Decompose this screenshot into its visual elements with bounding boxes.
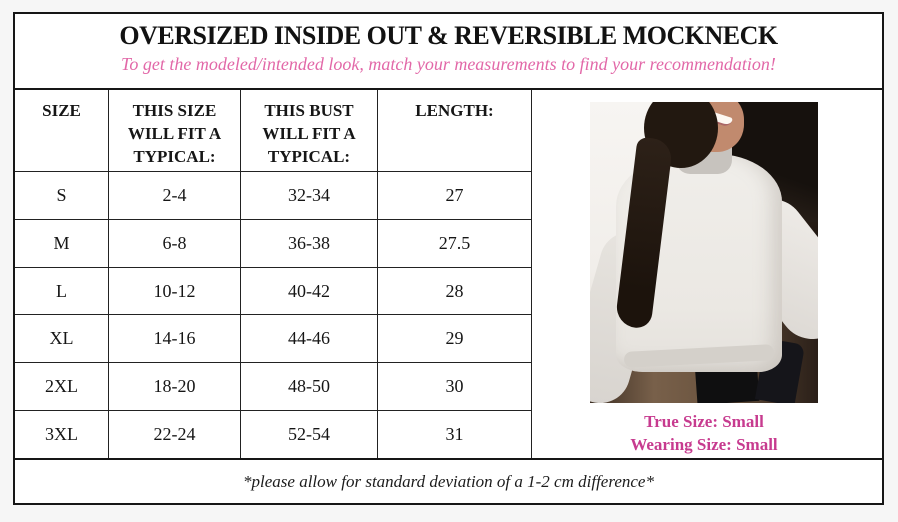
table-row	[15, 220, 532, 268]
table-row	[15, 172, 532, 220]
fit-instructions: To get the modeled/intended look, match your measurements to find your recommendation!	[121, 54, 776, 74]
size-chart-card	[13, 12, 884, 505]
bust-value: 36-38	[241, 220, 378, 267]
length-value: 31	[378, 411, 532, 458]
table-row	[15, 315, 532, 363]
fit-value: 6-8	[109, 220, 241, 267]
table-row	[15, 411, 532, 458]
model-photo	[590, 102, 818, 403]
size-value: M	[15, 220, 109, 267]
table-row	[15, 268, 532, 316]
size-value: L	[15, 268, 109, 315]
fit-value: 14-16	[109, 315, 241, 362]
fit-value: 10-12	[109, 268, 241, 315]
fit-value: 18-20	[109, 363, 241, 410]
bust-value: 32-34	[241, 172, 378, 219]
column-header-fit: THIS SIZE WILL FIT A TYPICAL:	[109, 90, 241, 171]
true-size-label: True Size: Small	[644, 412, 764, 431]
size-value: S	[15, 172, 109, 219]
length-value: 28	[378, 268, 532, 315]
length-value: 27	[378, 172, 532, 219]
column-header-length: LENGTH:	[378, 90, 532, 171]
table-row	[15, 363, 532, 411]
size-value: 2XL	[15, 363, 109, 410]
product-title: OVERSIZED INSIDE OUT & REVERSIBLE MOCKNECK	[119, 21, 778, 50]
bust-value: 48-50	[241, 363, 378, 410]
column-header-bust: THIS BUST WILL FIT A TYPICAL:	[241, 90, 378, 171]
fit-value: 22-24	[109, 411, 241, 458]
bust-value: 52-54	[241, 411, 378, 458]
size-table	[15, 90, 532, 458]
chart-header	[15, 14, 882, 90]
length-value: 30	[378, 363, 532, 410]
model-photo-cell	[532, 90, 882, 458]
bust-value: 44-46	[241, 315, 378, 362]
size-value: XL	[15, 315, 109, 362]
fit-value: 2-4	[109, 172, 241, 219]
model-photo-wrap	[590, 102, 818, 457]
deviation-footnote: *please allow for standard deviation of a 1-2 cm difference*	[15, 458, 882, 503]
size-value: 3XL	[15, 411, 109, 458]
chart-body	[15, 90, 882, 458]
length-value: 27.5	[378, 220, 532, 267]
model-size-captions	[630, 411, 777, 457]
length-value: 29	[378, 315, 532, 362]
table-header-row	[15, 90, 532, 172]
column-header-size: SIZE	[15, 90, 109, 171]
wearing-size-label: Wearing Size: Small	[630, 434, 778, 454]
bust-value: 40-42	[241, 268, 378, 315]
